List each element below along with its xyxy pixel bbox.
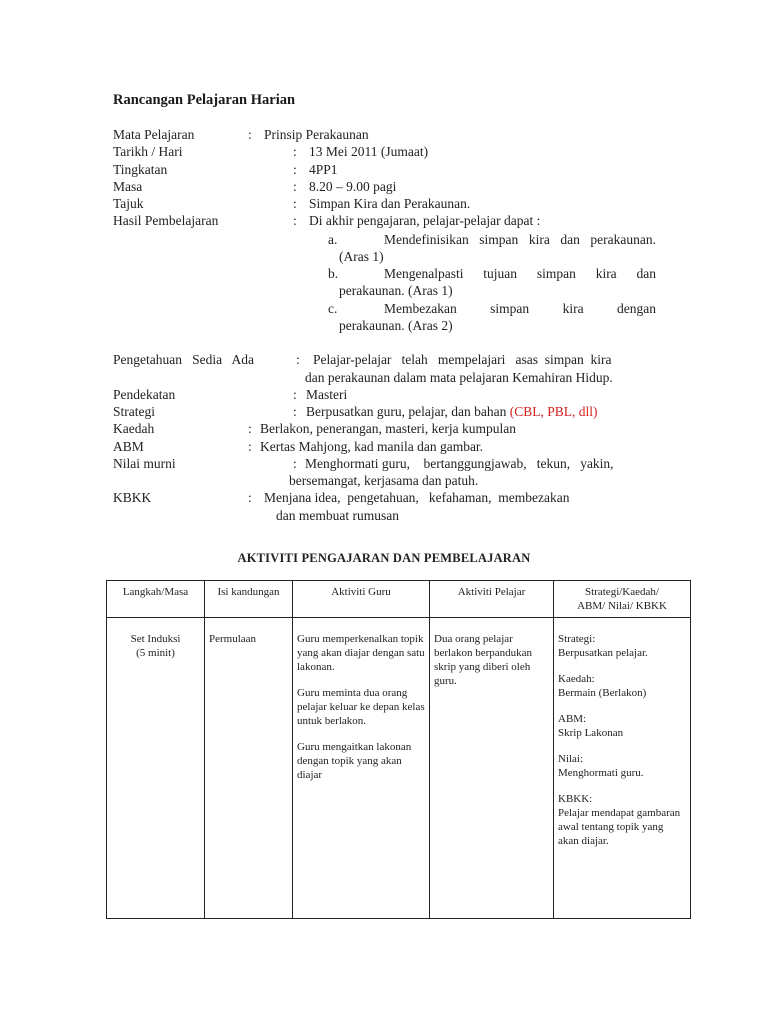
strategi-text: Berpusatkan guru, pelajar, dan bahan: [306, 404, 507, 419]
objective-continuation: perakaunan. (Aras 1): [339, 283, 453, 298]
objective-text: Membezakan simpan kira dengan: [384, 301, 656, 316]
col-header-pelajar: Aktiviti Pelajar: [430, 581, 554, 618]
field-colon: :: [248, 421, 252, 436]
field-colon: :: [248, 439, 252, 454]
col-header-langkah: Langkah/Masa: [107, 581, 205, 618]
langkah-text: Set Induksi: [130, 633, 181, 645]
field-colon: :: [248, 490, 252, 505]
strategi-value: Berpusatkan pelajar.: [558, 647, 648, 659]
field-label: Nilai murni: [113, 456, 176, 471]
kaedah-value: Bermain (Berlakon): [558, 687, 647, 699]
cell-guru: [293, 618, 430, 919]
section-title: AKTIVITI PENGAJARAN DAN PEMBELAJARAN: [237, 551, 531, 565]
field-label: Kaedah: [113, 421, 155, 436]
activity-table: [106, 580, 691, 919]
objective-continuation: (Aras 1): [339, 249, 384, 264]
strategi-note: (CBL, PBL, dll): [509, 404, 598, 419]
field-label: Pengetahuan Sedia Ada: [113, 352, 254, 367]
nilai-value: Menghormati guru.: [558, 767, 644, 779]
field-label: Tarikh / Hari: [113, 144, 183, 159]
strategi-label: Strategi:: [558, 633, 596, 645]
objective-item: [328, 265, 658, 299]
nilai-label: Nilai:: [558, 753, 584, 765]
kbkk-value: Pelajar mendapat gambaran awal tentang topik yang akan diajar.: [558, 807, 681, 847]
col-header-strategi-line1: Strategi/Kaedah/: [585, 586, 659, 598]
field-value: Di akhir pengajaran, pelajar-pelajar dapat :: [309, 213, 541, 228]
field-colon: :: [248, 127, 252, 142]
field-value: 4PP1: [309, 162, 338, 177]
field-colon: :: [293, 144, 297, 159]
field-label: Mata Pelajaran: [113, 127, 195, 142]
field-value-cont: dan perakaunan dalam mata pelajaran Kemahiran Hidup.: [305, 370, 613, 385]
guru-activity: Guru mengaitkan lakonan dengan topik yang akan diajar: [297, 741, 412, 781]
guru-activity: Guru memperkenalkan topik yang akan diajar dengan satu lakonan.: [297, 633, 425, 673]
cell-langkah: [107, 618, 205, 919]
field-value: [306, 403, 598, 420]
field-value: Pelajar-pelajar telah mempelajari asas simpan kira: [313, 352, 612, 367]
field-label: Strategi: [113, 404, 155, 419]
objective-text: Mendefinisikan simpan kira dan perakaunan.: [384, 232, 656, 247]
field-colon: :: [293, 387, 297, 402]
kbkk-label: KBKK:: [558, 793, 593, 805]
cell-strategi: [554, 618, 691, 919]
field-colon: :: [293, 213, 297, 228]
objective-letter: b.: [328, 266, 339, 281]
table-header-row: [107, 581, 691, 618]
col-header-strategi: [554, 581, 691, 618]
field-value-cont: dan membuat rumusan: [276, 508, 399, 523]
objective-continuation: perakaunan. (Aras 2): [339, 318, 453, 333]
kaedah-label: Kaedah:: [558, 673, 595, 685]
field-colon: :: [293, 404, 297, 419]
objective-letter: a.: [328, 232, 338, 247]
col-header-guru: Aktiviti Guru: [293, 581, 430, 618]
field-colon: :: [293, 162, 297, 177]
guru-activity: Guru meminta dua orang pelajar keluar ke depan kelas untuk berlakon.: [297, 687, 425, 727]
field-label: Tajuk: [113, 196, 144, 211]
cell-pelajar: Dua orang pelajar berlakon berpandukan skrip yang diberi oleh guru.: [430, 618, 554, 919]
field-label: Masa: [113, 179, 143, 194]
cell-isi: Permulaan: [205, 618, 293, 919]
abm-label: ABM:: [558, 713, 587, 725]
objective-text: Mengenalpasti tujuan simpan kira dan: [384, 266, 656, 281]
field-value: Menjana idea, pengetahuan, kefahaman, membezakan: [264, 490, 570, 505]
field-label: Hasil Pembelajaran: [113, 213, 219, 228]
field-value: 8.20 – 9.00 pagi: [309, 179, 397, 194]
abm-value: Skrip Lakonan: [558, 727, 624, 739]
field-label: Pendekatan: [113, 387, 176, 402]
field-value: Menghormati guru, bertanggungjawab, tekun, yakin,: [305, 456, 614, 471]
objective-item: [328, 231, 658, 265]
field-value: Masteri: [306, 387, 348, 402]
masa-text: (5 minit): [136, 647, 175, 659]
field-value: Simpan Kira dan Perakaunan.: [309, 196, 471, 211]
field-colon: :: [293, 179, 297, 194]
page-title: Rancangan Pelajaran Harian: [113, 92, 296, 108]
table-row: [107, 618, 691, 919]
field-value: Berlakon, penerangan, masteri, kerja kumpulan: [260, 421, 517, 436]
field-label: Tingkatan: [113, 162, 168, 177]
col-header-isi: Isi kandungan: [205, 581, 293, 618]
objective-item: [328, 300, 658, 334]
field-colon: :: [296, 352, 300, 367]
field-label: ABM: [113, 439, 144, 454]
objective-letter: c.: [328, 301, 338, 316]
field-colon: :: [293, 456, 297, 471]
field-value: 13 Mei 2011 (Jumaat): [309, 144, 429, 159]
field-colon: :: [293, 196, 297, 211]
col-header-strategi-line2: ABM/ Nilai/ KBKK: [577, 600, 667, 612]
field-value: Prinsip Perakaunan: [264, 127, 369, 142]
field-value: Kertas Mahjong, kad manila dan gambar.: [260, 439, 484, 454]
field-value-cont: bersemangat, kerjasama dan patuh.: [289, 473, 479, 488]
field-label: KBKK: [113, 490, 152, 505]
